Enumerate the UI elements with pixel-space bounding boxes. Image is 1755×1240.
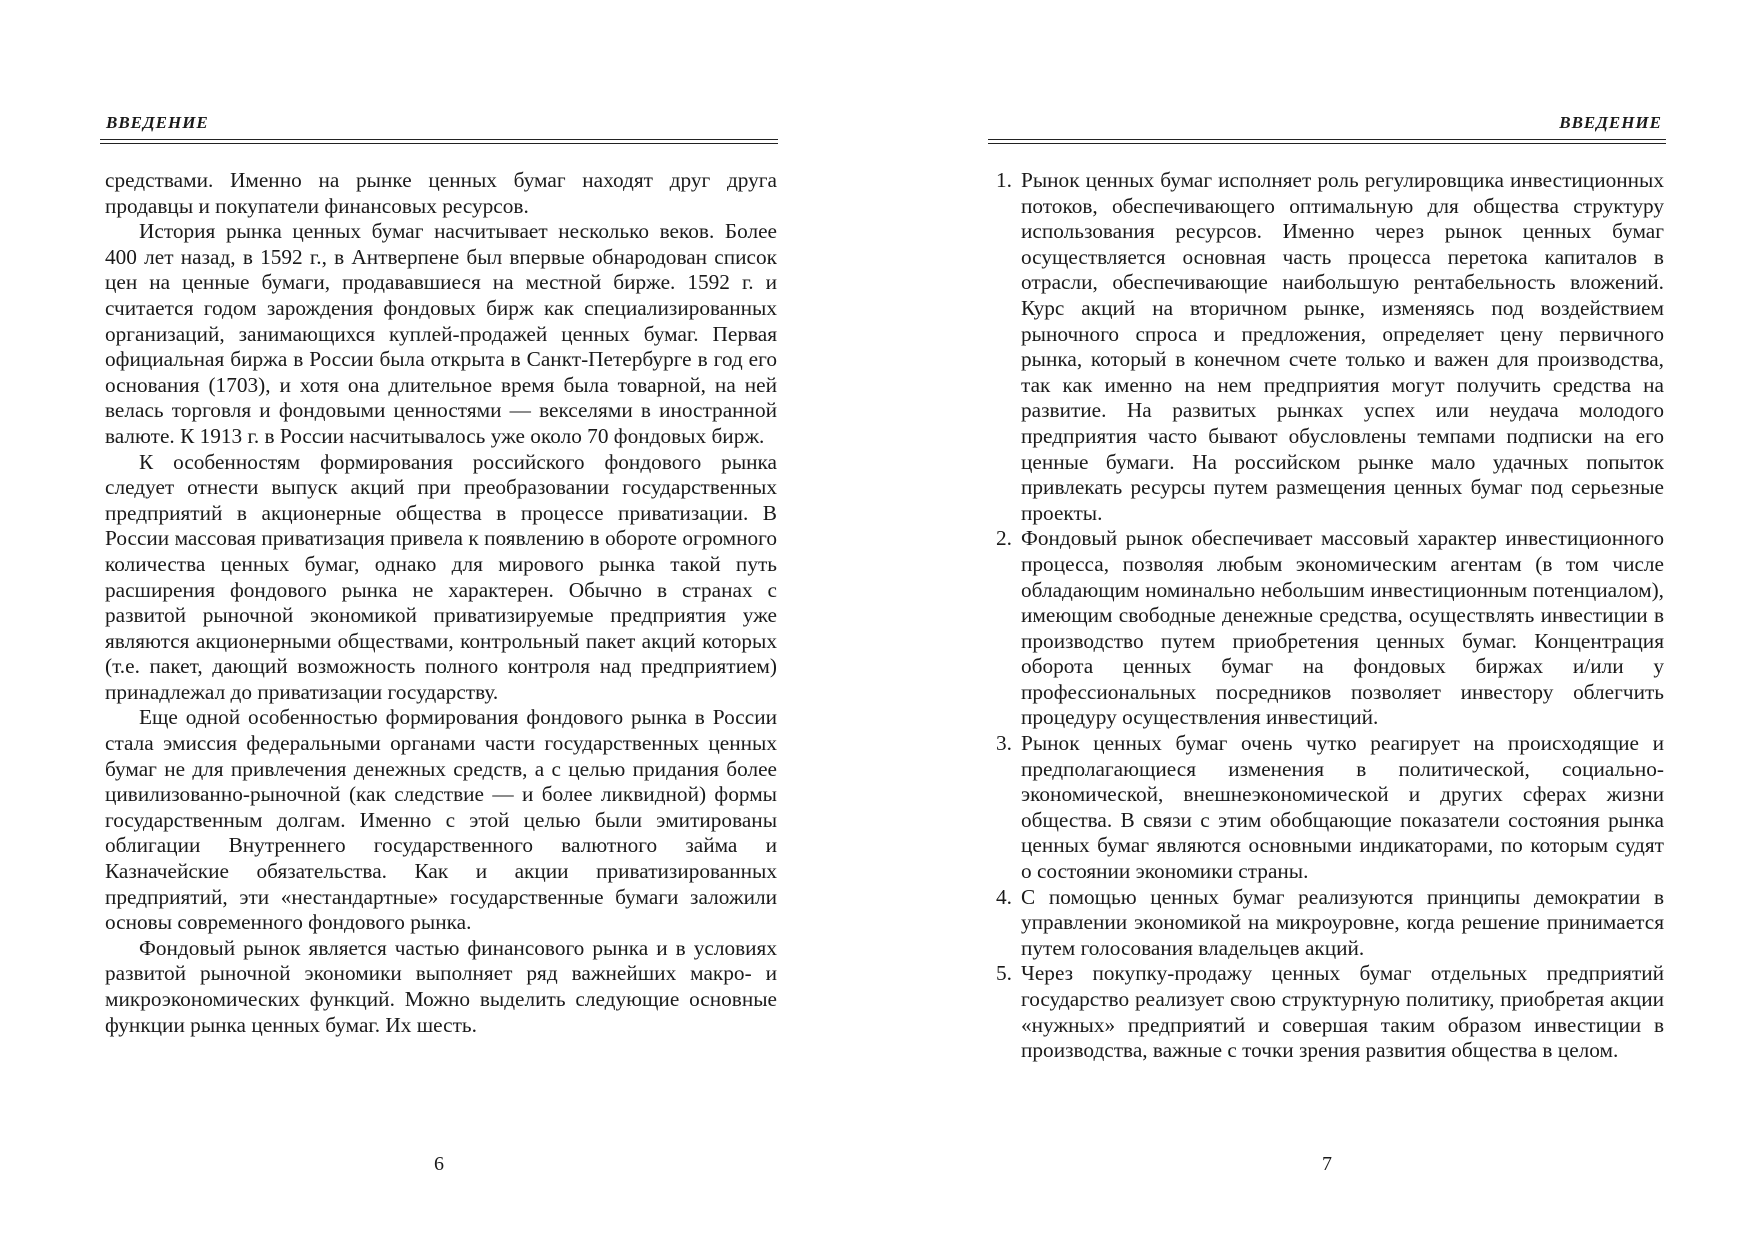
list-item-text: Через покупку-продажу ценных бумаг отдельных предприятий государство реализует свою структурную политику, приобретая акции «нужных» предприятий и совершая таким образом инвестиции в производства, важные с точки зрения развития общества в целом. <box>1021 961 1664 1063</box>
running-head: ВВЕДЕНИЕ <box>1559 113 1662 132</box>
list-item-number: 5. <box>996 961 1012 986</box>
list-item-text: Рынок ценных бумаг исполняет роль регулировщика инвестиционных потоков, обеспечивающего оптимальную для общества структуру использования ресурсов. Именно через рынок ценных бумаг осуществляется основная часть процесса перетока капиталов в отрасли, обеспечивающие наибольшую рентабельность вложений. Курс акций на вторичном рынке, изменяясь под воздействием рыночного спроса и предложения, определяет цену первичного рынка, который в конечном счете только и важен для производства, так как именно на нем предприятия могут получить средства на развитие. На развитых рынках успех или неудача молодого предприятия часто бывают обусловлены темпами подписки на его ценные бумаги. На российском рынке мало удачных попыток привлекать ресурсы путем размещения ценных бумаг под серьезные проекты. <box>1021 168 1664 525</box>
functions-list <box>996 168 1664 1064</box>
left-page <box>100 0 778 1240</box>
page-number: 7 <box>1322 1153 1332 1175</box>
list-item-text: Фондовый рынок обеспечивает массовый характер инвестиционного процесса, позволяя любым экономическим агентам (в том числе обладающим номинально небольшим инвестиционным потенциалом), имеющим свободные денежные средства, осуществлять инвестиции в производство путем приобретения ценных бумаг. Концентрация оборота ценных бумаг на фондовых биржах и/или у профессиональных посредников позволяет инвестору облегчить процедуру осуществления инвестиций. <box>1021 526 1664 730</box>
list-item-number: 2. <box>996 526 1012 551</box>
list-item-number: 1. <box>996 168 1012 192</box>
right-page <box>988 0 1666 1240</box>
paragraph: История рынка ценных бумаг насчитывает несколько веков. Более 400 лет назад, в 1592 г., в Антверпене был впервые обнародован список цен на ценные бумаги, продававшиеся на местной бирже. 1592 г. и считается годом зарождения фондовых бирж как специализированных организаций, занимающихся куплей-продажей ценных бумаг. Первая официальная биржа в России была открыта в Санкт-Петербурге в год его основания (1703), и хотя она длительное время была товарной, на ней велась торговля и фондовыми ценностями — векселями в иностранной валюте. К 1913 г. в России насчитывалось уже около 70 фондовых бирж. <box>105 219 777 448</box>
header-rule <box>988 139 1666 144</box>
page-number: 6 <box>434 1153 444 1175</box>
body-text <box>105 168 777 1038</box>
list-item-text: С помощью ценных бумаг реализуются принципы демократии в управлении экономикой на микроуровне, когда решение принимается путем голосования владельцев акций. <box>1021 884 1664 960</box>
list-item <box>996 961 1664 1063</box>
list-item <box>996 526 1664 731</box>
paragraph: К особенностям формирования российского фондового рынка следует отнести выпуск акций при преобразовании государственных предприятий в акционерные общества в процессе приватизации. В России массовая приватизация привела к появлению в обороте огромного количества ценных бумаг, однако для мирового рынка такой путь расширения фондового рынка не характерен. Обычно в странах с развитой рыночной экономикой приватизируемые предприятия уже являются акционерными обществами, контрольный пакет акций которых (т.е. пакет, дающий возможность полного контроля над предприятием) принадлежал до приватизации государству. <box>105 449 777 704</box>
header-rule <box>100 139 778 144</box>
running-head: ВВЕДЕНИЕ <box>106 113 209 132</box>
list-item-number: 4. <box>996 884 1012 909</box>
list-item-number: 3. <box>996 731 1012 756</box>
paragraph: Фондовый рынок является частью финансового рынка и в условиях развитой рыночной экономики выполняет ряд важнейших макро- и микроэкономических функций. Можно выделить следующие основные функции рынка ценных бумаг. Их шесть. <box>105 935 777 1037</box>
list-item <box>996 885 1664 962</box>
list-item <box>996 731 1664 885</box>
list-item <box>996 168 1664 526</box>
paragraph: средствами. Именно на рынке ценных бумаг находят друг друга продавцы и покупатели финансовых ресурсов. <box>105 168 777 218</box>
list-item-text: Рынок ценных бумаг очень чутко реагирует на происходящие и предполагающиеся изменения в политической, социально-экономической, внешнеэкономической и других сферах жизни общества. В связи с этим обобщающие показатели состояния рынка ценных бумаг являются основными индикаторами, по которым судят о состоянии экономики страны. <box>1021 731 1664 884</box>
paragraph: Еще одной особенностью формирования фондового рынка в России стала эмиссия федеральными органами части государственных ценных бумаг не для привлечения денежных средств, а с целью придания более цивилизованно-рыночной (как следствие — и более ликвидной) формы государственным долгам. Именно с этой целью были эмитированы облигации Внутреннего государственного валютного займа и Казначейские обязательства. Как и акции приватизированных предприятий, эти «нестандартные» государственные бумаги заложили основы современного фондового рынка. <box>105 705 777 935</box>
